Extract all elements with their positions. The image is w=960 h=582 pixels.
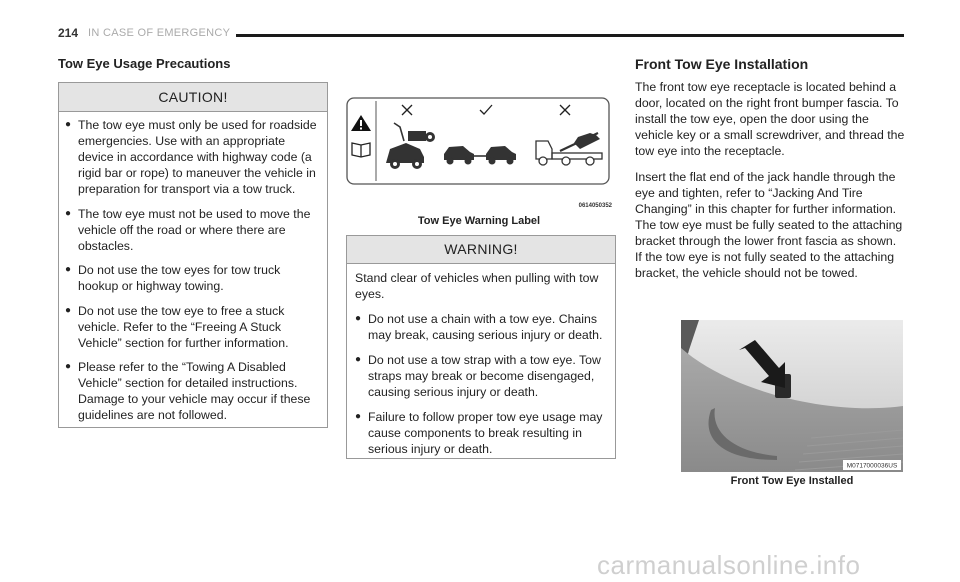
caution-item (65, 206, 321, 254)
photo-code: M0717000036US (846, 462, 898, 470)
warning-item-text: Failure to follow proper tow eye usage may cause components to break resulting in serious injury or death. (368, 410, 603, 456)
caution-item (65, 303, 321, 351)
caution-list (59, 112, 327, 423)
caution-item-text: Do not use the tow eye to free a stuck vehicle. Refer to the “Freeing A Stuck Vehicle” section for further information. (78, 303, 289, 350)
warning-title: WARNING! (347, 236, 615, 264)
caution-item-text: The tow eye must only be used for roadside emergencies. Use with an appropriate device in accordance with highway code (a rigid bar or rope) to maneuver the vehicle in preparation for transport via a tow truck. (78, 118, 317, 196)
caution-item-text: Do not use the tow eyes for tow truck hookup or highway towing. (78, 263, 281, 293)
installation-paragraph: Insert the flat end of the jack handle through the eye and tighten, refer to “Jacking And Tire Changing” in this chapter for further information. The tow eye must be fully seated to the attaching bracket through the lower front fascia as shown. If the tow eye is not fully seated to the attaching bracket, the vehicle should not be towed. (635, 170, 903, 280)
tow-eye-precautions-heading: Tow Eye Usage Precautions (58, 56, 231, 71)
bullet-icon: ● (355, 313, 362, 324)
warning-item-text: Do not use a chain with a tow eye. Chains may break, causing serious injury or death. (368, 312, 603, 342)
header-rule (236, 34, 904, 37)
installation-paragraph: The front tow eye receptacle is located behind a door, located on the right front bumper fascia. To install the tow eye, open the door using the vehicle key or a small screwdriver, and thread the tow eye into the receptacle. (635, 80, 905, 158)
caution-item (65, 117, 321, 197)
caution-item-text: The tow eye must not be used to move the vehicle off the road or where there are obstacles. (78, 206, 311, 253)
warning-item (355, 352, 609, 400)
figure-code: 0614050352 (578, 203, 612, 209)
bullet-icon: ● (65, 264, 72, 275)
caution-item (65, 359, 321, 423)
caution-title: CAUTION! (59, 83, 327, 112)
warning-label-caption: Tow Eye Warning Label (417, 215, 541, 227)
bullet-icon: ● (355, 354, 362, 365)
warning-list (347, 311, 615, 457)
bullet-icon: ● (65, 361, 72, 372)
warning-item (355, 409, 609, 457)
section-title: IN CASE OF EMERGENCY (88, 27, 231, 39)
bullet-icon: ● (65, 119, 72, 130)
front-tow-eye-photo (681, 320, 903, 472)
caution-box (58, 82, 328, 428)
watermark: carmanualsonline.info (597, 550, 861, 580)
warning-item (355, 311, 609, 343)
front-tow-eye-caption: Front Tow Eye Installed (730, 475, 854, 487)
caution-item-text: Please refer to the “Towing A Disabled Vehicle” section for detailed instructions. Damage to your vehicle may occur if these guidelines are not followed. (78, 360, 311, 422)
tow-eye-warning-label-figure (346, 97, 612, 212)
bullet-icon: ● (65, 304, 72, 316)
page-number: 214 (58, 26, 79, 40)
warning-box (346, 235, 616, 459)
warning-intro: Stand clear of vehicles when pulling with tow eyes. (355, 271, 599, 301)
front-tow-eye-installation-heading: Front Tow Eye Installation (635, 56, 809, 72)
bullet-icon: ● (355, 411, 362, 422)
bullet-icon: ● (65, 207, 72, 219)
caution-item (65, 262, 321, 294)
warning-item-text: Do not use a tow strap with a tow eye. Tow straps may break or become disengaged, causing serious injury or death. (368, 353, 601, 399)
page-header (58, 25, 904, 45)
